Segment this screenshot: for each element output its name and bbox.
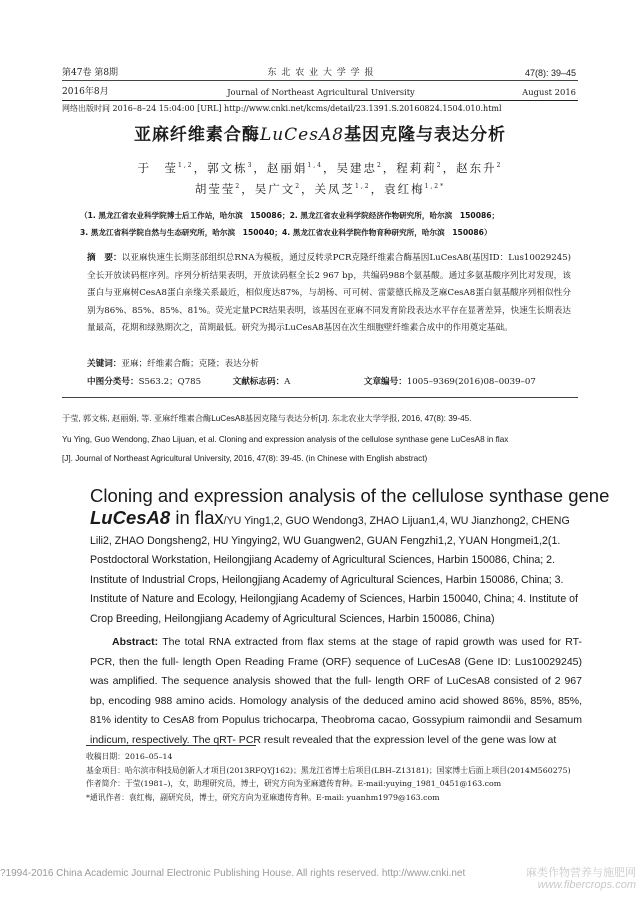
watermark-line1: 麻类作物营养与施肥网: [526, 866, 636, 879]
header-volume-en: 47(8): 39–45: [524, 68, 576, 78]
title-cn-pre: 亚麻纤维素合酶: [133, 125, 260, 145]
authors-cn: [72, 158, 568, 200]
author-cn-affil-mark: 1,4: [307, 162, 323, 170]
author-cn-affil-mark: 2: [235, 183, 242, 191]
watermark: [526, 866, 636, 892]
abstract-cn-text: 以亚麻快速生长期茎部组织总RNA为模板，通过反转录PCR克隆纤维素合酶基因LuCesA8(基因ID：Lus10029245)全长开放读码框序列。序列分析结果表明，开放读码框全长2 967 bp，共编码988个氨基酸。通过多氨基酸序列比对发现，该蛋白与亚麻树CesA8蛋白亲缘关系最近，相似度达87%，与胡杨、可可树、雷蒙德氏棉及芝麻CesA8蛋白氨基酸序列相似性分别为86%、85%、85%、81%。荧光定量PCR结果表明，该基因在亚麻不同发育阶段表达水平存在显著差异，快速生长期表达量最高，花期和绿熟期次之，苗期最低。研究为揭示LuCesA8基因在次生细胞壁纤维素合成中的作用奠定基础。: [87, 253, 571, 333]
author-cn-name: 袁红梅: [384, 182, 425, 196]
author-cn-affil-mark: 1,2: [355, 183, 371, 191]
author-cn: 吴建忠$^2$，: [336, 161, 397, 175]
affiliation-line-2: 3. 黑龙江省科学院自然与生态研究所，哈尔滨 150040；4. 黑龙江省农业科学院作物育种研究所，哈尔滨 150086）: [80, 228, 492, 237]
abstract-en-label: Abstract:: [112, 636, 159, 648]
author-cn-affil-mark: 2: [496, 162, 503, 170]
online-publication-line: 网络出版时间 2016–8–24 15:04:00 [URL] http://www.cnki.net/kcms/detail/23.1391.S.20160824.1504.010.html: [62, 104, 502, 113]
title-en-authors-affil: /YU Ying1,2, GUO Wendong3, ZHAO Lijuan1,4, WU Jianzhong2, CHENG Lili2, ZHAO Dongsheng2, HU Yingying2, WU Guangwen2, GUAN Fengzhi1,2, YUAN Hongmei1,2(1. Postdoctoral Workstation, Heilongjiang Academy of Agricultural Sciences, Harbin 150086, China; 2. Institute of Industrial Crops, Heilongjiang Academy of Agricultural Sciences, Harbin 150086, China; 3. Institute of Nature and Ecology, Heilongjiang Academy of Sciences, Harbin 150040, China; 4. Institute of Crop Breeding, Heilongjiang Academy of Agricultural Sciences, Harbin 150086, China): [90, 515, 578, 625]
header-date-cn: 2016年8月: [62, 87, 109, 97]
citation-cn: 于莹, 郭文栋, 赵丽娟, 等. 亚麻纤维素合酶LuCesA8基因克隆与表达分析[J]. 东北农业大学学报, 2016, 47(8): 39-45.: [62, 414, 472, 423]
citation-en-line1: Yu Ying, Guo Wendong, Zhao Lijuan, et al. Cloning and expression analysis of the cellulose synthase gene LuCesA8 in flax: [62, 435, 509, 444]
authors-cn-line1: [72, 158, 568, 179]
author-cn-name: 赵东升: [456, 161, 497, 175]
affiliation-line-1: （1. 黑龙江省农业科学院博士后工作站，哈尔滨 150086；2. 黑龙江省农业科学院经济作物研究所，哈尔滨 150086；: [80, 211, 500, 220]
author-cn-affil-mark: 2: [436, 162, 443, 170]
author-cn-name: 胡莹莹: [194, 182, 236, 196]
clc-label: 中图分类号：: [87, 377, 139, 387]
footnote-funding: 基金项目：哈尔滨市科技局创新人才项目(2013RFQYJ162)；黑龙江省博士后项目(LBH–Z13181)；国家博士后面上项目(2014M560275): [86, 765, 571, 775]
author-cn: [384, 182, 445, 196]
abstract-en-text: The total RNA extracted from flax stems at the stage of rapid growth was used for RT-PCR, then the full- length Open Reading Frame (ORF) sequence of LuCesA8 (Gene ID: Lus10029245) was amplified. The sequence analysis showed that the full- length ORF of LuCesA8 consisted of 2 967 bp, encoding 988 amino acids. Homology analysis of the deduced amino acid showed 86%, 85%, 85%, 81% identity to CesA8 from Populus trichocarpa, Theobroma cacao, Gossypium raimondii and Sesamum indicum, respectively. The qRT- PCR result revealed that the expression level of the gene was low at: [90, 636, 582, 746]
affiliations-cn: [80, 207, 580, 241]
article-number-label: 文章编号：: [363, 377, 407, 387]
title-en-line1: Cloning and expression analysis of the cellulose synthase gene: [90, 485, 610, 506]
header-volume-cn: 第47卷 第8期: [62, 68, 119, 78]
footnote-author-bio: 作者简介：于莹(1981–)，女，助理研究员，博士，研究方向为亚麻遗传育种。E-mail:yuying_1981_0451@163.com: [86, 779, 502, 788]
clc-value: S563.2；Q785: [138, 377, 202, 387]
author-cn: 关凤芝$^{1,2}$，: [314, 182, 385, 196]
authors-cn-line2: [72, 179, 568, 200]
title-cn-gene: LuCesA8: [259, 125, 345, 145]
header-journal-en: Journal of Northeast Agricultural University: [227, 87, 415, 97]
author-cn-name: 吴建忠: [336, 161, 377, 175]
author-cn-name: 赵丽娟: [266, 161, 308, 175]
author-cn: 于 莹$^{1,2}$，: [137, 161, 208, 175]
copyright-footer: ?1994-2016 China Academic Journal Electronic Publishing House. All rights reserved. http://www.cnki.net: [0, 868, 466, 879]
title-cn: [62, 120, 578, 145]
author-cn: 赵丽娟$^{1,4}$，: [266, 161, 337, 175]
author-cn-name: 关凤芝: [314, 182, 356, 196]
keywords-cn-text: 亚麻；纤维素合酶；克隆；表达分析: [121, 359, 259, 369]
doc-code-value: A: [284, 377, 291, 387]
abstract-en: [90, 633, 582, 751]
footnote-corresponding: *通讯作者：袁红梅，副研究员，博士，研究方向为亚麻遗传育种。E-mail: yuanhm1979@163.com: [86, 792, 440, 802]
watermark-line2: www.fibercrops.com: [537, 879, 636, 891]
author-cn-name: 于 莹: [137, 161, 179, 175]
author-cn: 程莉莉$^2$，: [396, 161, 457, 175]
doc-code-label: 文献标志码：: [232, 377, 285, 387]
author-cn-affil-mark: 2: [295, 183, 302, 191]
author-cn-affil-mark: 1,2*: [424, 183, 446, 191]
author-cn-name: 程莉莉: [396, 161, 437, 175]
title-en-block: [90, 485, 610, 630]
author-cn-name: 吴广文: [254, 182, 296, 196]
abstract-cn: [87, 250, 571, 338]
author-cn: 吴广文$^2$，: [254, 182, 315, 196]
footnote-received: 收稿日期：2016–05–14: [86, 752, 173, 761]
title-en-rest: in flax: [170, 507, 224, 528]
author-cn-name: 郭文栋: [207, 161, 248, 175]
author-cn: 郭文栋$^3$，: [207, 161, 267, 175]
title-en-gene: LuCesA8: [90, 507, 171, 528]
keywords-cn-label: 关键词：: [87, 359, 122, 369]
classification-line: [87, 374, 577, 391]
header-journal-cn: 东 北 农 业 大 学 学 报: [267, 68, 375, 78]
author-cn-affil-mark: 1,2: [178, 162, 194, 170]
author-cn: [456, 161, 502, 175]
author-cn: 胡莹莹$^2$，: [194, 182, 255, 196]
abstract-cn-label: 摘 要：: [87, 253, 122, 263]
footnotes: [86, 750, 586, 804]
article-number-value: 1005–9369(2016)08–0039–07: [406, 377, 536, 387]
keywords-cn: [87, 356, 259, 373]
citation-en-line2: [J]. Journal of Northeast Agricultural University, 2016, 47(8): 39-45. (in Chinese with English abstract): [62, 454, 428, 463]
author-cn-affil-mark: 2: [376, 162, 383, 170]
header-date-en: August 2016: [522, 87, 576, 97]
author-cn-affil-mark: 3: [247, 162, 254, 170]
title-cn-post: 基因克隆与表达分析: [344, 125, 507, 145]
